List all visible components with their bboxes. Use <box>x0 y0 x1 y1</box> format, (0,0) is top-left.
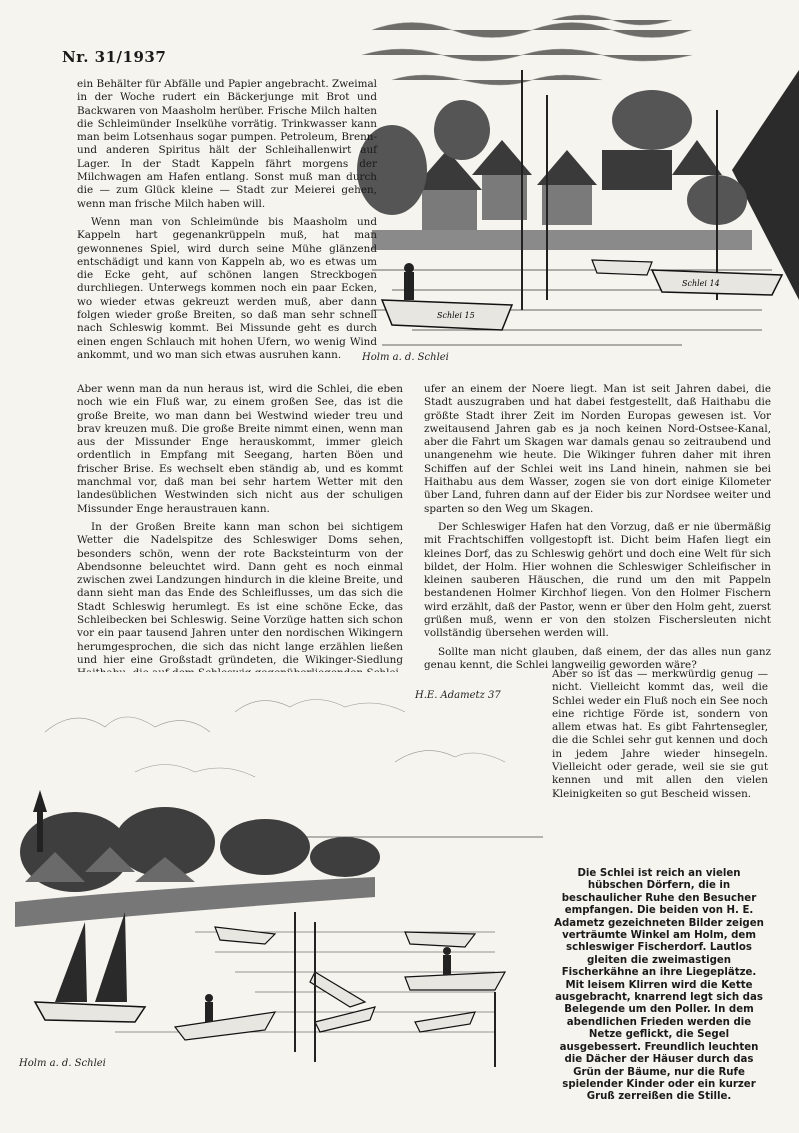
artist-signature: H.E. Adametz 37 <box>415 690 501 701</box>
paragraph: ein Behälter für Abfälle und Papier angebracht. Zweimal in der Woche rudert ein Bäckerjunge mit Brot und Backwaren von Maasholm herüber. Frische Milch halten die Schleimünder Inselkühe vorrätig. Trinkwasser kann man beim Lotsenhaus sogar pumpen. Petroleum, Brenn- und anderen Spiritus hält der Schleihallenwirt auf Lager. In der Stadt Kappeln fährt morgens der Milchwagen am Hafen entlang. Sonst muß man durch die — zum Glück kleine — Stadt zur Meierei gehen, wenn man frische Milch haben will. <box>77 78 377 210</box>
text-column-left-upper <box>77 78 377 367</box>
text-column-left-lower <box>77 383 403 686</box>
paragraph: Wenn man von Schleimünde bis Maasholm und Kappeln hart gegenankrüppeln muß, hat man gewonnenes Spiel, wird durch seine Mühe glänzend entschädigt und kann von Kappeln ab, wo es etwas um die Ecke geht, auf schönen langen Streckbogen durchliegen. Unterwegs kommen noch ein paar Ecken, wo wieder etwas gekreuzt werden muß, aber dann folgen wieder große Breiten, so daß man sehr schnell nach Schleswig kommt. Bei Missunde geht es durch einen engen Schlauch mit hohen Ufern, wo wenig Wind ankommt, und wo man sich etwas ausruhen kann. <box>77 215 377 361</box>
paragraph: Aber so ist das — merkwürdig genug — nicht. Vielleicht kommt das, weil die Schlei weder ein Fluß noch ein See noch eine richtige Förde ist, sondern von allem etwas hat. Es gibt Fahrtensegler, die die Schlei sehr gut kennen und doch in jedem Jahre wieder hinsegeln. Vielleicht oder gerade, weil sie sie gut kennen und mit allen den vielen Kleinigkeiten so gut Bescheid wissen. <box>552 668 768 800</box>
boat-label-2: Schlei 14 <box>682 279 720 288</box>
village-illustration-bottom <box>15 672 543 1072</box>
text-column-right <box>424 383 771 677</box>
boat-label-1: Schlei 15 <box>437 311 475 320</box>
text-column-right-tail <box>552 668 768 806</box>
paragraph: ufer an einem der Noere liegt. Man ist seit Jahren dabei, die Stadt auszugraben und hat dabei festgestellt, daß Haithabu die größte Stadt ihrer Zeit im Norden Europas gewesen ist. Vor zweitausend Jahren gab es ja noch keinen Nord-Ostsee-Kanal, aber die Fahrt um Skagen war damals genau so zeitraubend und unangenehm wie heute. Die Wikinger fuhren daher mit ihren Schiffen auf der Schlei weit ins Land hinein, nahmen sie bei Haithabu aus dem Wasser, zogen sie von dort einige Kilometer über Land, fuhren dann auf der Eider bis zur Nordsee weiter und sparten so den Weg um Skagen. <box>424 383 771 515</box>
harbor-illustration-top <box>352 0 799 370</box>
paragraph: Der Schleswiger Hafen hat den Vorzug, daß er nie übermäßig mit Frachtschiffen vollgestopft ist. Dicht beim Hafen liegt ein kleines Dorf, das zu Schleswig gehört und doch eine Welt für sich bildet, der Holm. Hier wohnen die Schleswiger Schleifischer in kleinen sauberen Häuschen, die rund um den mit Pappeln bestandenen Holmer Kirchhof liegen. Von den Holmer Fischern wird erzählt, daß der Pastor, wenn er über den Holm geht, zuerst grüßen muß, wenn er von den stolzen Fischersleuten nicht vollständig übersehen werden will. <box>424 520 771 640</box>
paragraph: Sollte man nicht glauben, daß einem, der das alles nun ganz genau kennt, die Schlei langweilig geworden wäre? <box>424 645 771 671</box>
paragraph: Aber wenn man da nun heraus ist, wird die Schlei, die eben noch wie ein Fluß war, zu einem großen See, das ist die große Breite, wo man dann bei Westwind wieder treu und brav kreuzen muß. Die große Breite nimmt einen, wenn man aus der Missunder Enge herauskommt, immer gleich ordentlich in Empfang mit Seegang, harten Böen und frischer Brise. Es wechselt eben ständig ab, und es kommt manchmal vor, daß man bei sehr hartem Wetter mit den landesüblichen Westwinden sich nicht aus der schuligen Missunder Enge heraustrauen kann. <box>77 383 403 515</box>
page-number: Nr. 31/1937 <box>62 48 167 66</box>
image-caption: Die Schlei ist reich an vielen hübschen Dörfern, die in beschaulicher Ruhe den Besucher empfangen. Die beiden von H. E. Adametz gezeichneten Bilder zeigen verträumte Winkel am Holm, dem schleswiger Fischerdorf. Lautlos gleiten die zweimastigen Fischerkähne an ihre Liegeplätze. Mit leisem Klirren wird die Kette ausgebracht, knarrend legt sich das Belegende um den Poller. In dem abendlichen Frieden werden die Netze geflickt, die Segel ausgebessert. Freundlich leuchten die Dächer der Häuser durch das Grün der Bäume, nur die Rufe spielender Kinder oder ein kurzer Gruß zerreißen die Stille. <box>554 868 764 1103</box>
top-signature: Holm a. d. Schlei <box>362 352 449 363</box>
paragraph: In der Großen Breite kann man schon bei sichtigem Wetter die Nadelspitze des Schleswiger Doms sehen, besonders schön, wenn der rote Backsteinturm von der Abendsonne beleuchtet wird. Dann geht es noch einmal zwischen zwei Landzungen hindurch in die kleine Breite, und dann sieht man das Ende des Schleiflusses, um das sich die Stadt Schleswig herumlegt. Es ist eine schöne Ecke, das Schleibecken bei Schleswig. Seine Vorzüge hatten sich schon vor ein paar tausend Jahren unter den nordischen Wikingern herumgesprochen, die sich das nicht lange erzählen ließen und hier eine Großstadt gründeten, die Wikinger-Siedlung <box>77 520 403 666</box>
bottom-left-signature: Holm a. d. Schlei <box>19 1058 106 1069</box>
